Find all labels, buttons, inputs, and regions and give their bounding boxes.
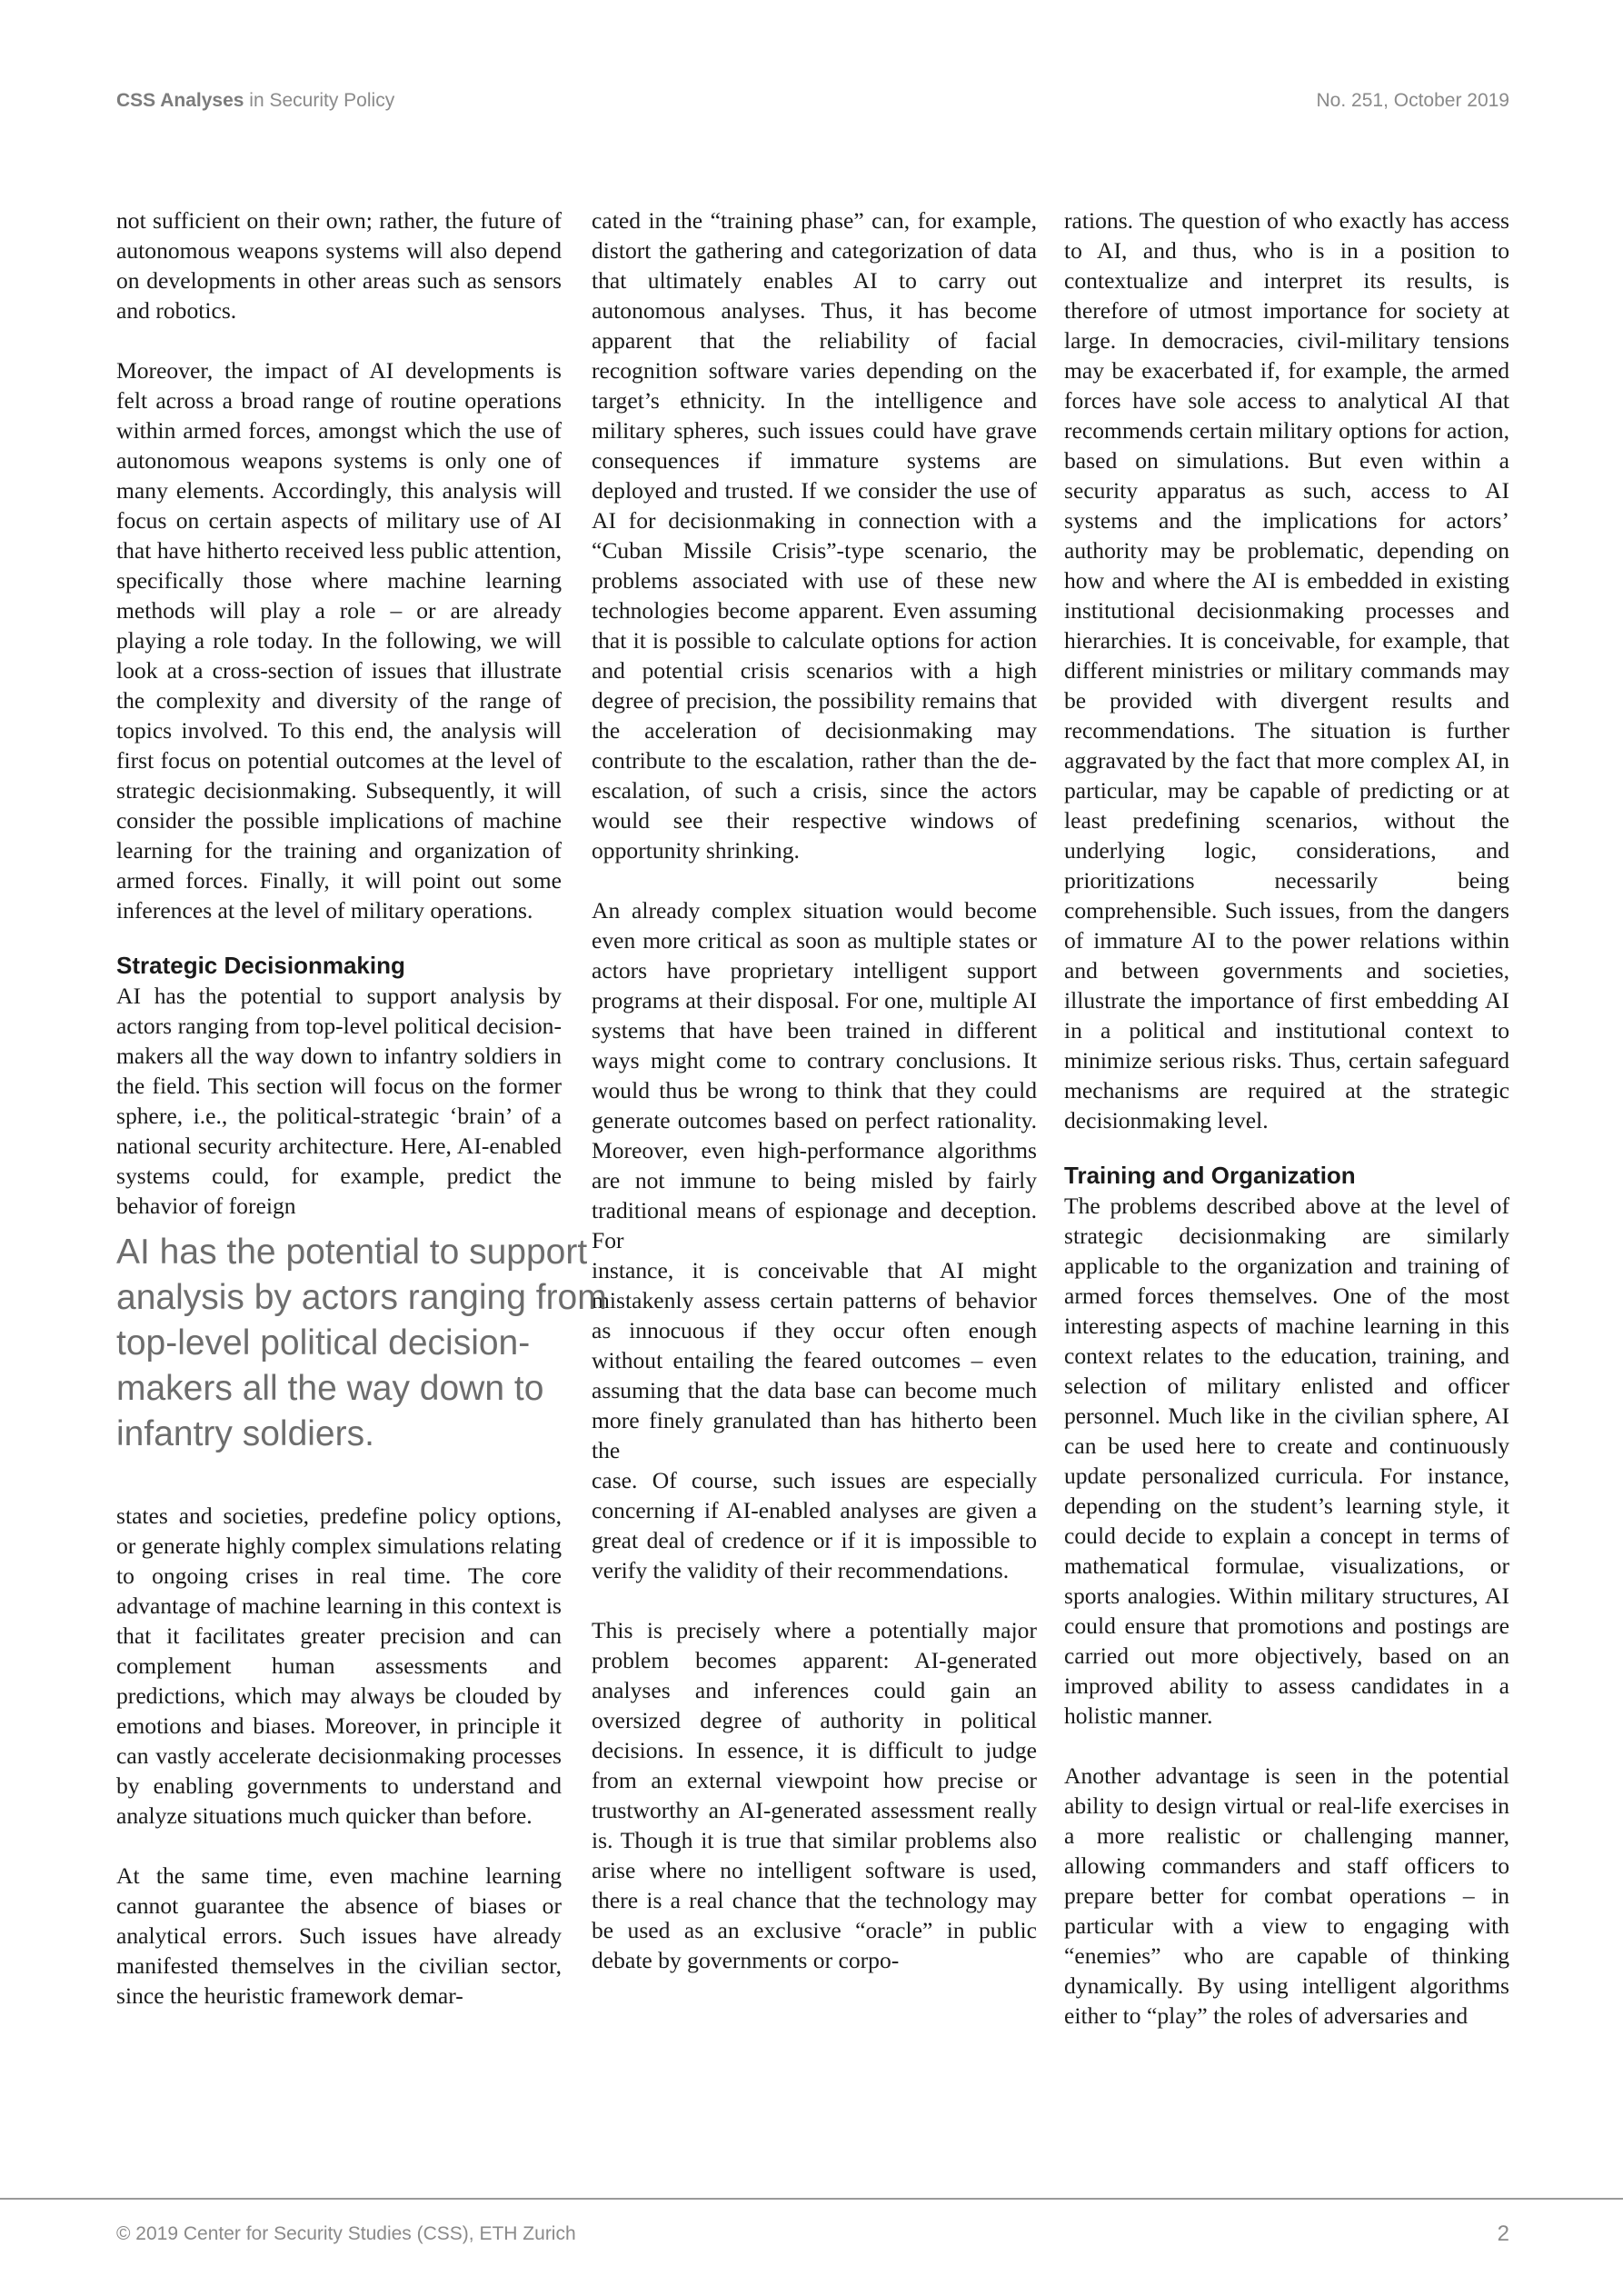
paragraph: Moreover, the impact of AI developments is felt across a broad range of routine operations within armed forces, amongst which the use of autonomous weapons systems is only one of many elements. Accordingly, this analysis will focus on certain aspects of military use of AI that have hitherto received less public attention, specifically those where machine learning methods will play a role – or are already playing a role today. In the following, we will look at a cross-section of issues that illustrate the complexity and diversity of the range of topics involved. To this end, the analysis will first focus on potential outcomes at the level of strategic decisionmaking. Subsequently, it will consider the possible implications of machine learning for the training and organization of armed forces. Finally, it will point out some inferences at the level of military operations.: [116, 357, 562, 923]
footer: [116, 2222, 1509, 2246]
running-header: [116, 89, 1509, 113]
paragraph: not sufficient on their own; rather, the future of autonomous weapons systems will also depend on developments in other areas such as sensors and robotics.: [116, 207, 562, 324]
section-heading-strategic-decisionmaking: Strategic Decisionmaking: [116, 952, 405, 979]
column-3: [1064, 205, 1509, 2061]
publication-name: [116, 89, 394, 113]
page-number: 2: [1497, 2221, 1509, 2246]
paragraph: An already complex situation would become even more critical as soon as multiple states or actors have proprietary intelligent support programs at their disposal. For one, multiple AI systems that have been trained in different ways might come to contrary conclusions. It would thus be wrong to think that they could generate outcomes based on perfect rationality. Moreover, even high-performance algorithms are not immune to being misled by fairly traditional means of espionage and deception. For: [592, 897, 1037, 1253]
footer-divider: [0, 2198, 1623, 2200]
paragraph: This is precisely where a potentially major problem becomes apparent: AI-generated analyses and inferences could gain an oversized degree of authority in political decisions. In essence, it is difficult to judge from an external viewpoint how precise or trustworthy an AI-generated assessment really is. Though it is true that similar problems also arise where no intelligent software is used, there is a real chance that the technology may be used as an exclusive “oracle” in public debate by governments or corpo-: [592, 1617, 1037, 1973]
paragraph: states and societies, predefine policy options, or generate highly complex simulations relating to ongoing crises in real time. The core advantage of machine learning in this context is that it facilitates greater precision and can complement human assessments and predictions, which may always be clouded by emotions and biases. Moreover, in principle it can vastly accelerate decisionmaking processes by enabling governments to understand and analyze situations much quicker than before.: [116, 1502, 562, 1829]
paragraph: Another advantage is seen in the potential ability to design virtual or real-life exercises in a more realistic or challenging manner, allowing commanders and staff officers to prepare better for combat operations – in particular with a view to engaging with “enemies” who are capable of thinking dynamically. By using intelligent algorithms either to “play” the roles of adversaries and: [1064, 1762, 1509, 2029]
paragraph: rations. The question of who exactly has access to AI, and thus, who is in a position to contextualize and interpret its results, is therefore of utmost importance for society at large. In democracies, civil-military tensions may be exacerbated if, for example, the armed forces have sole access to analytical AI that recommends certain military options for action, based on simulations. But even within a security apparatus as such, access to AI systems and the implications for actors’ authority may be problematic, depending on how and where the AI is embedded in existing institutional decisionmaking processes and hierarchies. It is conceivable, for example, that different ministries or military commands may be provided with divergent results and recommendations. The situation is further aggravated by the fact that more complex AI, in particular, may be capable of predicting or at least predefining scenarios, without the underlying logic, considerations, and prioritizations necessarily being comprehensible. Such issues, from the dangers of immature AI to the power relations within and between governments and societies, illustrate the importance of first embedding AI in a political and institutional context to minimize serious risks. Thus, certain safeguard mechanisms are required at the strategic decisionmaking level.: [1064, 207, 1509, 1133]
paragraph: cated in the “training phase” can, for example, distort the gathering and categorization of data that ultimately enables AI to carry out autonomous analyses. Thus, it has become apparent that the reliability of facial recognition software varies depending on the target’s ethnicity. In the intelligence and military spheres, such issues could have grave consequences if immature systems are deployed and trusted. If we consider the use of AI for decisionmaking in connection with a “Cuban Missile Crisis”-type scenario, the problems associated with use of these new technologies become apparent. Even assuming that it is possible to calculate options for action and potential crisis scenarios with a high degree of precision, the possibility remains that the acceleration of decisionmaking may contribute to the escalation, rather than the de-escalation, of such a crisis, since the actors would see their respective windows of opportunity shrinking.: [592, 207, 1037, 863]
pull-quote: AI has the potential to support analysis by actors ranging from top-level political decision-makers all the way down to infantry soldiers.: [116, 1233, 607, 1453]
paragraph-wrapped-around-quote: instance, it is conceivable that AI might mistakenly assess certain patterns of behavior as innocuous if they occur often enough without entailing the feared outcomes – even assuming that the data base can become much more finely granulated than has hitherto been the: [592, 1257, 1037, 1463]
copyright-text: © 2019 Center for Security Studies (CSS), ETH Zurich: [116, 2223, 576, 2244]
paragraph: At the same time, even machine learning cannot guarantee the absence of biases or analytical errors. Such issues have already manifested themselves in the civilian sector, since the heuristic framework demar-: [116, 1862, 562, 2009]
column-2: [592, 205, 1037, 2005]
column-1: [116, 205, 607, 2041]
paragraph: The problems described above at the level of strategic decisionmaking are similarly applicable to the organization and training of armed forces themselves. One of the most interesting aspects of machine learning in this context relates to the education, training, and selection of military enlisted and officer personnel. Much like in the civilian sphere, AI can be used here to create and continuously update personalized curricula. For instance, depending on the student’s learning style, it could decide to explain a concept in terms of mathematical formulae, visualizations, or sports analogies. Within military structures, AI could ensure that promotions and postings are carried out more objectively, based on an improved ability to assess candidates in a holistic manner.: [1064, 1193, 1509, 1729]
publication-name-bold: CSS Analyses: [116, 90, 244, 111]
publication-name-rest: in Security Policy: [244, 90, 395, 111]
paragraph: AI has the potential to support analysis by actors ranging from top-level political decision-makers all the way down to infantry soldiers in the field. This section will focus on the former sphere, i.e., the political-strategic ‘brain’ of a national security architecture. Here, AI-enabled systems could, for example, predict the behavior of foreign: [116, 983, 562, 1219]
issue-label: No. 251, October 2019: [1316, 90, 1509, 111]
section-heading-training-and-organization: Training and Organization: [1064, 1162, 1356, 1189]
paragraph: case. Of course, such issues are especially concerning if AI-enabled analyses are given a great deal of credence or if it is impossible to verify the validity of their recommendations.: [592, 1467, 1037, 1583]
